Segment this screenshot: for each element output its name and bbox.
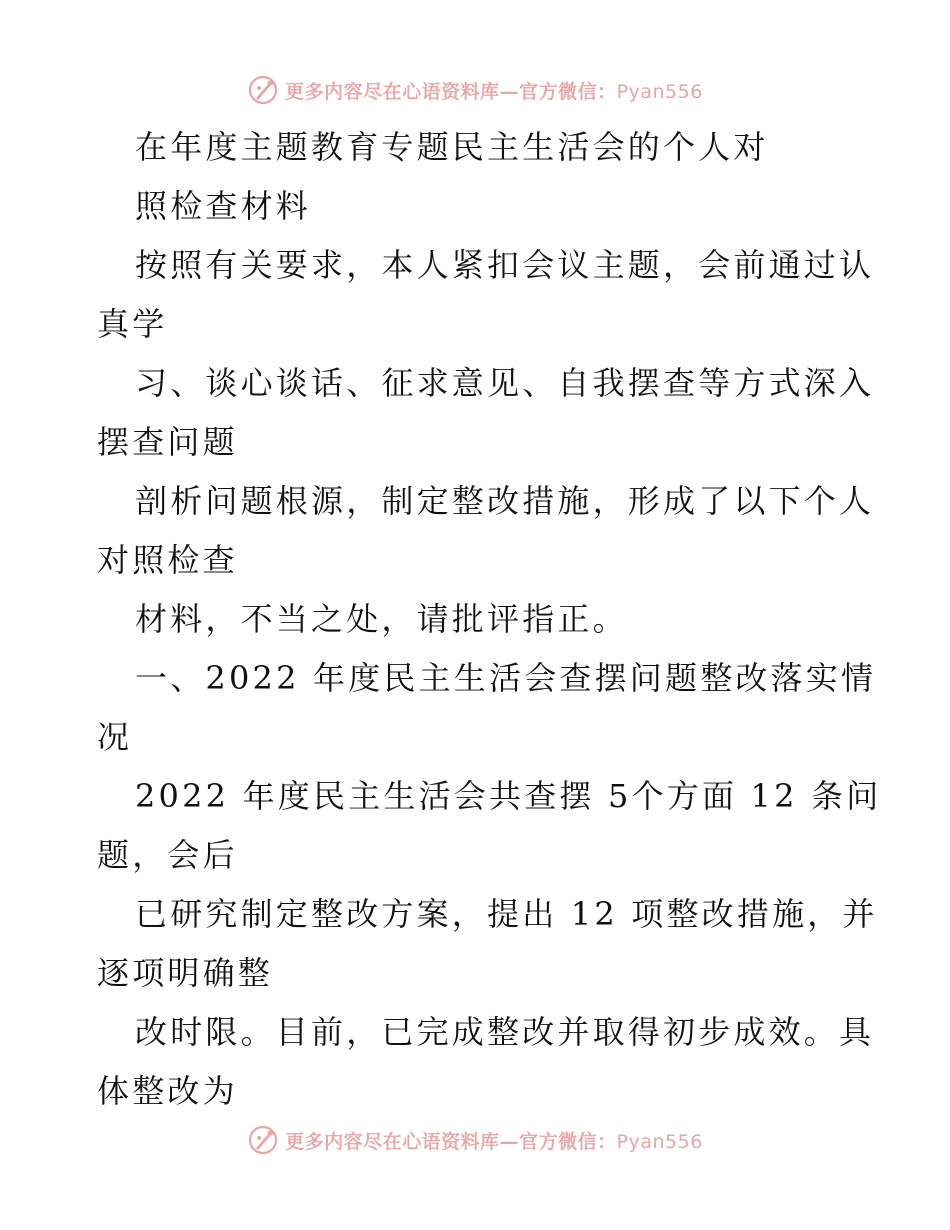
text-line: 题，会后 bbox=[97, 836, 238, 874]
watermark-text: 更多内容尽在心语资料库—官方微信： bbox=[285, 80, 617, 103]
header-watermark bbox=[0, 70, 950, 110]
text-line: 真学 bbox=[97, 305, 168, 343]
text-line: 剖析问题根源，制定整改措施，形成了以下个人 bbox=[135, 482, 875, 520]
text-line: 逐项明确整 bbox=[97, 954, 274, 992]
watermark-account: Pyan556 bbox=[616, 1130, 703, 1153]
text-line: 已研究制定整改方案，提出 12 项整改措施，并 bbox=[135, 895, 878, 933]
title-line-1: 在年度主题教育专题民主生活会的个人对 bbox=[135, 128, 769, 166]
watermark-account: Pyan556 bbox=[616, 80, 703, 103]
text-line: 材料，不当之处，请批评指正。 bbox=[135, 600, 628, 638]
text-line: 摆查问题 bbox=[97, 423, 238, 461]
quill-pen-logo-icon bbox=[247, 1124, 279, 1156]
text-line: 体整改为 bbox=[97, 1072, 238, 1110]
text-line: 2022 年度民主生活会共查摆 5个方面 12 条问 bbox=[135, 777, 882, 815]
watermark-text: 更多内容尽在心语资料库—官方微信： bbox=[285, 1130, 617, 1153]
text-line: 习、谈心谈话、征求意见、自我摆查等方式深入 bbox=[135, 364, 875, 402]
section-heading-line: 况 bbox=[97, 718, 133, 756]
text-line: 按照有关要求，本人紧扣会议主题，会前通过认 bbox=[135, 246, 875, 284]
section-heading-line: 一、2022 年度民主生活会查摆问题整改落实情 bbox=[135, 659, 877, 697]
text-line: 对照检查 bbox=[97, 541, 238, 579]
text-line: 改时限。目前，已完成整改并取得初步成效。具 bbox=[135, 1013, 875, 1051]
quill-pen-logo-icon bbox=[247, 74, 279, 106]
title-line-2: 照检查材料 bbox=[135, 187, 312, 225]
footer-watermark bbox=[0, 1120, 950, 1160]
